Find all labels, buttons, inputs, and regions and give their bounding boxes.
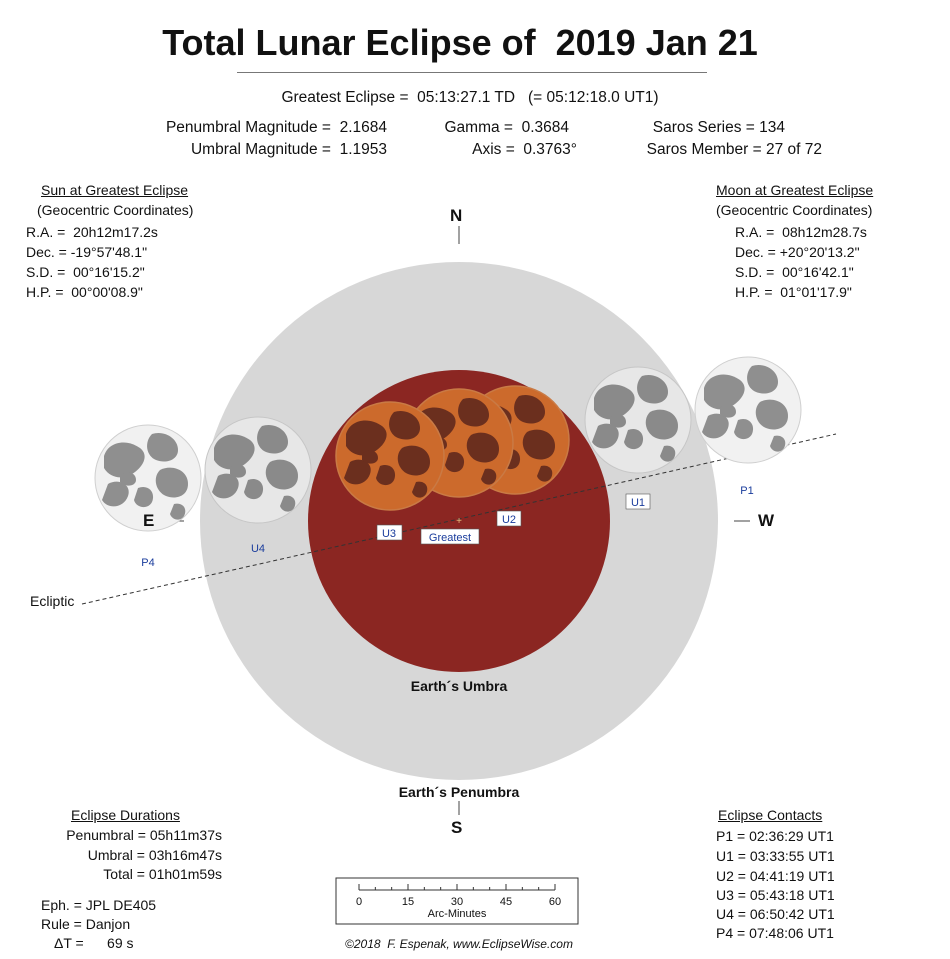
moon-sd: S.D. = 00°16'42.1"	[735, 264, 854, 280]
label-u2: U2	[501, 514, 517, 526]
greatest-marker: +	[456, 516, 462, 527]
contact-u2: U2 = 04:41:19 UT1	[716, 868, 835, 884]
sun-heading: Sun at Greatest Eclipse	[41, 182, 189, 198]
scale-tick-label: 60	[548, 896, 562, 908]
sun-hp: H.P. = 00°00'08.9"	[26, 284, 143, 300]
saros-series: Saros Series = 134	[652, 119, 785, 136]
east-label: E	[143, 511, 155, 530]
scale-label: Arc-Minutes	[427, 908, 487, 920]
label-u3: U3	[381, 528, 397, 540]
scale-tick-label: 30	[450, 896, 464, 908]
sun-dec: Dec. = -19°57'48.1"	[26, 244, 148, 260]
contact-u3: U3 = 05:43:18 UT1	[716, 887, 835, 903]
contact-p4: P4 = 07:48:06 UT1	[716, 925, 834, 941]
label-greatest: Greatest	[428, 532, 472, 544]
umbral-magnitude: Umbral Magnitude = 1.1953	[190, 141, 387, 158]
gamma-value: Gamma = 0.3684	[444, 119, 569, 136]
durations-heading: Eclipse Durations	[71, 807, 180, 823]
sun-subheading: (Geocentric Coordinates)	[37, 202, 194, 218]
axis-value: Axis = 0.3763°	[472, 141, 577, 158]
duration-penumbral: Penumbral = 05h11m37s	[66, 827, 222, 843]
label-u4: U4	[250, 543, 266, 555]
umbra-label: Earth´s Umbra	[410, 678, 508, 694]
label-u1: U1	[630, 497, 646, 509]
moon-hp: H.P. = 01°01'17.9"	[735, 284, 852, 300]
moon-u3	[336, 402, 444, 510]
penumbral-magnitude: Penumbral Magnitude = 2.1684	[165, 119, 387, 136]
duration-umbral: Umbral = 03h16m47s	[87, 847, 222, 863]
north-label: N	[450, 206, 463, 225]
south-label: S	[451, 818, 463, 837]
label-p4: P4	[141, 557, 155, 569]
sun-sd: S.D. = 00°16'15.2"	[26, 264, 145, 280]
greatest-eclipse-line: Greatest Eclipse = 05:13:27.1 TD (= 05:12:18.0 UT1)	[281, 89, 659, 106]
moon-subheading: (Geocentric Coordinates)	[716, 202, 873, 218]
duration-total: Total = 01h01m59s	[103, 866, 222, 882]
west-label: W	[758, 511, 775, 530]
penumbra-label: Earth´s Penumbra	[398, 784, 520, 800]
scale-tick-label: 45	[499, 896, 513, 908]
moon-ra: R.A. = 08h12m28.7s	[735, 224, 867, 240]
ecliptic-label: Ecliptic	[30, 593, 75, 609]
moon-u1	[585, 367, 691, 473]
moon-u4	[205, 417, 311, 523]
ephemeris: Eph. = JPL DE405	[41, 897, 157, 913]
moon-dec: Dec. = +20°20'13.2"	[735, 244, 860, 260]
contact-u4: U4 = 06:50:42 UT1	[716, 906, 835, 922]
credit-line: ©2018 F. Espenak, www.EclipseWise.com	[345, 937, 573, 951]
label-p1: P1	[740, 485, 754, 497]
sun-ra: R.A. = 20h12m17.2s	[26, 224, 158, 240]
scale-tick-label: 15	[401, 896, 415, 908]
scale-tick-label: 0	[355, 896, 363, 908]
rule: Rule = Danjon	[41, 916, 131, 932]
contact-u1: U1 = 03:33:55 UT1	[716, 848, 835, 864]
moon-heading: Moon at Greatest Eclipse	[716, 182, 874, 198]
saros-member: Saros Member = 27 of 72	[646, 141, 822, 158]
contact-p1: P1 = 02:36:29 UT1	[716, 828, 834, 844]
delta-t: ΔT = 69 s	[54, 935, 134, 951]
page-title: Total Lunar Eclipse of 2019 Jan 21	[162, 22, 758, 63]
moon-p1	[695, 357, 801, 463]
contacts-heading: Eclipse Contacts	[718, 807, 823, 823]
